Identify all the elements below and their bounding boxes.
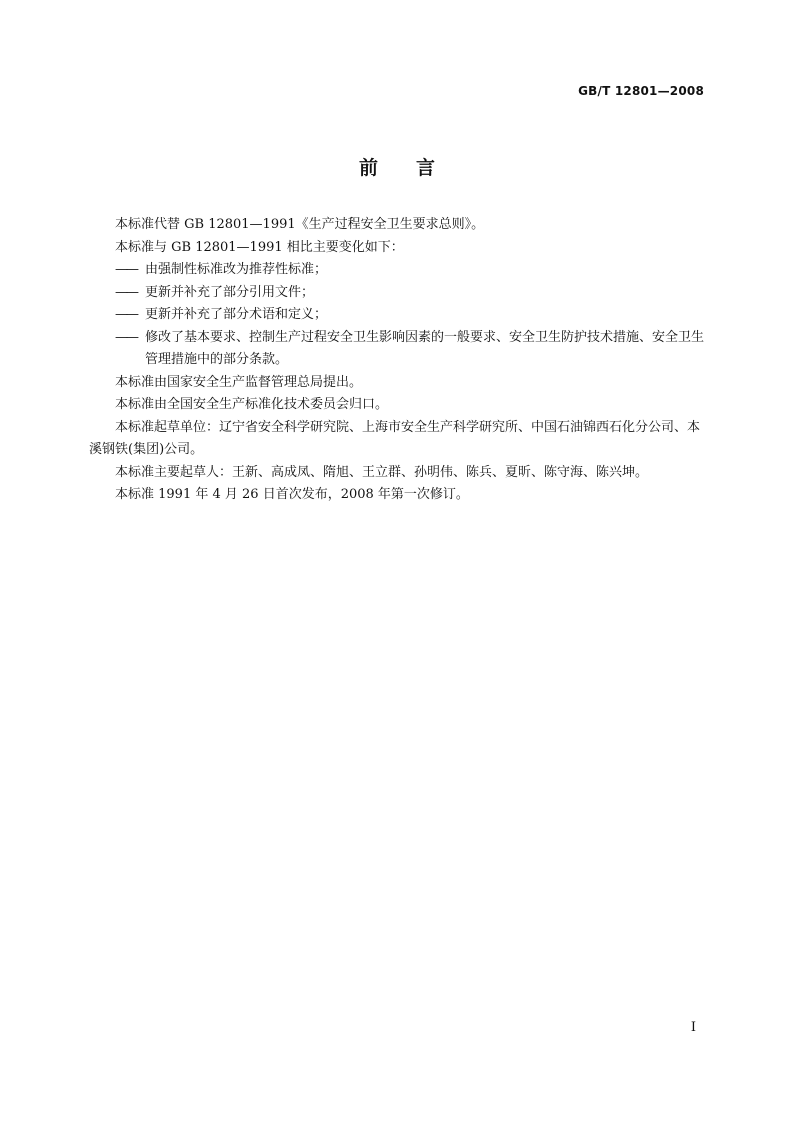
list-item-text: 更新并补充了部分引用文件； [145, 284, 315, 300]
foreword-body [89, 214, 709, 507]
dash-marker: —— [115, 307, 137, 322]
list-item [89, 327, 709, 372]
paragraph-changes-intro: 本标准与 GB 12801—1991 相比主要变化如下： [115, 239, 404, 255]
list-item-text: 更新并补充了部分术语和定义； [145, 307, 328, 322]
list-item-text: 修改了基本要求、控制生产过程安全卫生影响因素的一般要求、安全卫生防护技术措施、安全卫生管理措施中的部分条款。 [145, 329, 705, 367]
paragraph-drafting-units: 本标准起草单位：辽宁省安全科学研究院、上海市安全生产科学研究所、中国石油锦西石化分公司、本溪钢铁(集团)公司。 [89, 419, 701, 457]
dash-marker: —— [115, 329, 137, 345]
list-item [89, 304, 709, 327]
page-number: I [690, 1020, 696, 1035]
title-char-2: 言 [416, 157, 436, 179]
paragraph-proposed-by: 本标准由国家安全生产监督管理总局提出。 [115, 374, 363, 390]
list-item-text: 由强制性标准改为推荐性标准； [145, 262, 328, 277]
dash-marker: —— [115, 284, 137, 300]
paragraph-drafters: 本标准主要起草人：王新、高成凤、隋旭、王立群、孙明伟、陈兵、夏昕、陈守海、陈兴坤。 [115, 464, 649, 480]
dash-marker: —— [115, 262, 137, 277]
paragraph-under-jurisdiction: 本标准由全国安全生产标准化技术委员会归口。 [115, 397, 389, 412]
list-item [89, 259, 709, 282]
title-char-1: 前 [358, 157, 378, 179]
document-code: GB/T 12801—2008 [578, 84, 704, 98]
page-title [0, 153, 794, 180]
paragraph-release-history: 本标准 1991 年 4 月 26 日首次发布，2008 年第一次修订。 [115, 487, 469, 502]
paragraph-replaces: 本标准代替 GB 12801—1991《生产过程安全卫生要求总则》。 [115, 217, 485, 232]
list-item [89, 282, 709, 305]
